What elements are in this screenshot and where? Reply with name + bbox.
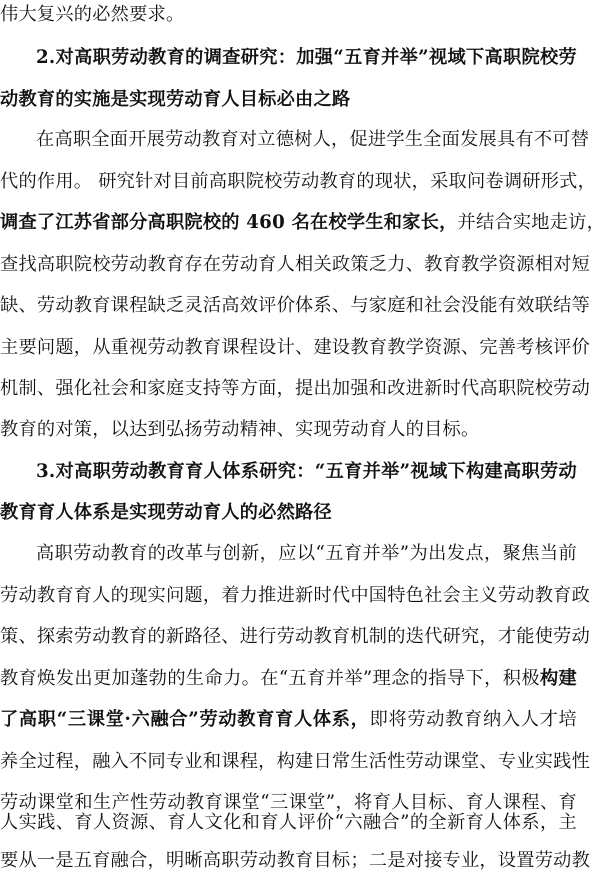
emphasis-text: 构建 [539, 668, 577, 689]
section-2-heading-line-1 [0, 45, 577, 71]
paragraph-line [0, 293, 591, 319]
line-text: 主要问题，从重视劳动教育课程设计、建设教育教学资源、完善考核评价 [0, 337, 591, 358]
section-3-heading-line-2 [0, 500, 577, 526]
line-text: 教育的对策，以达到弘扬劳动精神、实现劳动育人的目标。 [0, 419, 480, 440]
line-text: 在高职全面开展劳动教育对立德树人，促进学生全面发展具有不可替 [36, 129, 590, 150]
paragraph-line [0, 624, 591, 650]
line-text: 查找高职院校劳动教育存在劳动育人相关政策乏力、教育教学资源相对短 [0, 254, 591, 275]
paragraph-line [0, 707, 577, 733]
line-text: 教育焕发出更加蓬勃的生命力。在“五育并举”理念的指导下，积极 [0, 668, 540, 689]
emphasis-text: 了高职“三课堂·六融合”劳动教育育人体系， [0, 709, 370, 730]
paragraph-line [0, 848, 591, 874]
line-text: 策、探索劳动教育的新路径、进行劳动教育机制的迭代研究，才能使劳动 [0, 626, 591, 647]
paragraph-line [0, 541, 577, 567]
heading-text: 教育育人体系是实现劳动育人的必然路径 [0, 502, 332, 523]
paragraph-line [0, 417, 577, 443]
line-text: 劳动课堂和生产性劳动教育课堂“三课堂”，将育人目标、育人课程、育 [0, 792, 577, 813]
heading-text: 3.对高职劳动教育育人体系研究：“五育并举”视域下构建高职劳动 [36, 461, 577, 482]
line-text: 机制、强化社会和家庭支持等方面，提出加强和改进新时代高职院校劳动 [0, 378, 591, 399]
heading-text: 动教育的实施是实现劳动育人目标必由之路 [0, 89, 351, 110]
line-text: 即将劳动教育纳入人才培 [369, 709, 577, 730]
line-text: 代的作用。 研究针对目前高职院校劳动教育的现状，采取问卷调研形式， [0, 171, 597, 192]
paragraph-line [0, 666, 577, 692]
line-text: 并结合实地走访， [457, 212, 605, 233]
paragraph-line [0, 210, 605, 236]
line-text: 高职劳动教育的改革与创新，应以“五育并举”为出发点，聚焦当前 [36, 543, 577, 564]
paragraph-line [0, 335, 591, 361]
paragraph-line [0, 169, 597, 195]
paragraph-line [0, 749, 591, 775]
paragraph-line [0, 583, 591, 609]
emphasis-text: 调查了江苏省部分高职院校的 460 名在校学生和家长， [0, 212, 458, 233]
line-text: 缺、劳动教育课程缺乏灵活高效评价体系、与家庭和社会没能有效联结等 [0, 295, 591, 316]
section-3-heading-line-1 [0, 459, 577, 485]
line-text: 要从一是五育融合，明晰高职劳动教育目标；二是对接专业，设置劳动教 [0, 850, 591, 871]
paragraph-line [0, 376, 591, 402]
line-text: 养全过程，融入不同专业和课程，构建日常生活性劳动课堂、专业实践性 [0, 751, 591, 772]
text-line-1 [0, 2, 577, 28]
line-text: 人实践、育人资源、育人文化和育人评价“六融合”的全新育人体系，主 [0, 812, 577, 833]
line-text: 伟大复兴的必然要求。 [0, 4, 185, 25]
paragraph-line [0, 127, 590, 153]
paragraph-line [0, 252, 591, 278]
line-text: 劳动教育育人的现实问题，着力推进新时代中国特色社会主义劳动教育政 [0, 585, 591, 606]
heading-text: 2.对高职劳动教育的调查研究：加强“五育并举”视域下高职院校劳 [36, 47, 577, 68]
paragraph-line [0, 810, 577, 836]
section-2-heading-line-2 [0, 87, 577, 113]
